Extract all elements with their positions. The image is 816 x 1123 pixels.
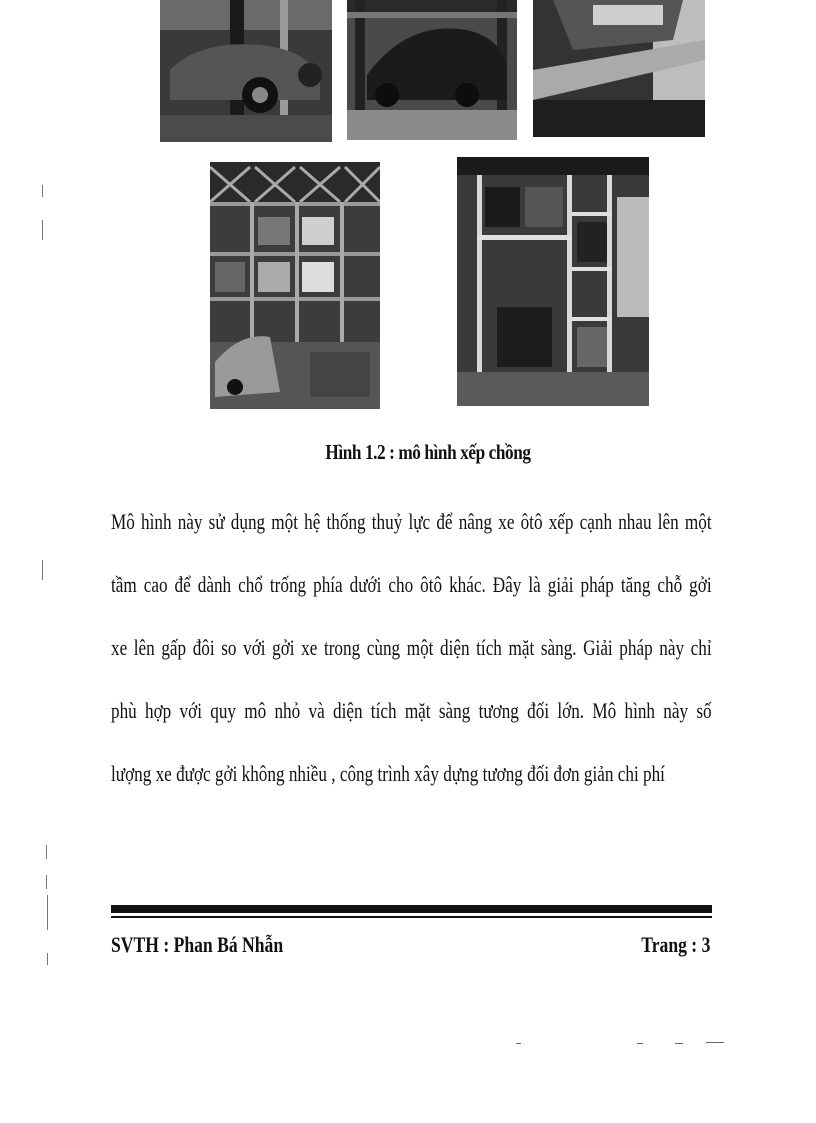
scan-speck	[706, 1042, 724, 1043]
paragraph-line: Mô hình này sử dụng một hệ thống thuỷ lực để nâng xe ôtô xếp cạnh nhau lên một	[111, 509, 712, 534]
figure-photo-5	[457, 157, 649, 406]
figure-photo-1	[160, 0, 332, 142]
scan-margin-mark	[47, 953, 48, 965]
scan-margin-mark	[42, 185, 43, 197]
footer-rule-thin	[111, 916, 712, 918]
scan-speck	[516, 1043, 521, 1044]
scan-margin-mark	[46, 875, 47, 889]
scan-margin-mark	[42, 220, 43, 240]
paragraph-line: lượng xe được gởi không nhiều , công trình xây dựng tương đối đơn giản chi phí	[111, 761, 665, 786]
scan-margin-mark	[46, 845, 47, 859]
paragraph-line: phù hợp với quy mô nhỏ và diện tích mặt sàng tương đối lớn. Mô hình này số	[111, 698, 712, 723]
footer-rule-thick	[111, 905, 712, 913]
figure-photo-4	[210, 162, 380, 409]
body-paragraph	[111, 496, 711, 811]
scan-margin-mark	[42, 560, 43, 580]
figure-caption: Hình 1.2 : mô hình xếp chồng	[325, 440, 531, 464]
scan-margin-mark	[47, 895, 48, 930]
footer-author: SVTH : Phan Bá Nhẫn	[111, 932, 284, 957]
paragraph-line: tầm cao để dành chổ trống phía dưới cho ôtô khác. Đây là giải pháp tăng chỗ gởi	[111, 572, 712, 597]
paragraph-line: xe lên gấp đôi so với gởi xe trong cùng một diện tích mặt sàng. Giải pháp này chỉ	[111, 635, 712, 660]
footer-page-number: Trang : 3	[640, 932, 710, 957]
figure-photo-3	[533, 0, 705, 137]
figure-photo-2	[347, 0, 517, 140]
scan-speck	[637, 1043, 643, 1044]
scan-speck	[675, 1043, 683, 1044]
